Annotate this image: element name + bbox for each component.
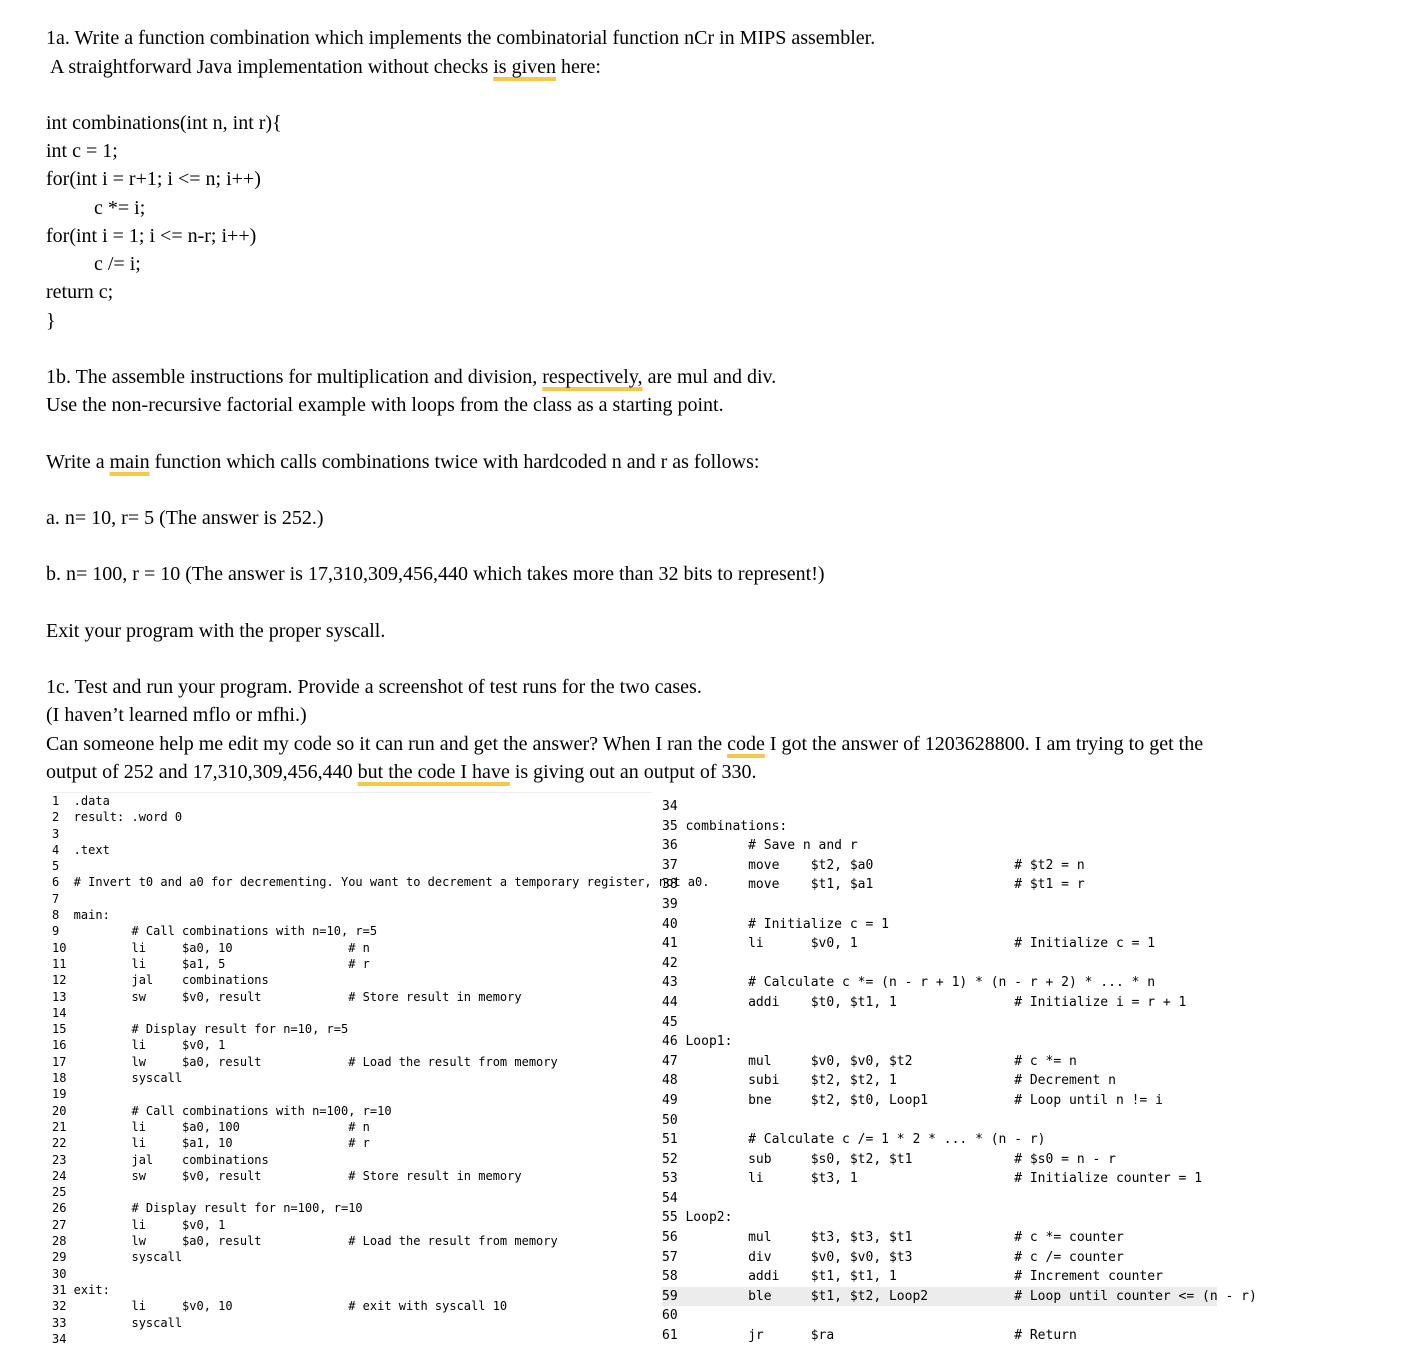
code-line: 24 sw $v0, result # Store result in memory (52, 1168, 522, 1183)
code-line: 23 jal combinations (52, 1152, 269, 1167)
code-panel-combinations (662, 797, 1262, 1346)
highlight-main: main (109, 451, 150, 473)
java-line: } (46, 310, 56, 332)
code-line: 3 (52, 826, 60, 841)
code-line: 39 (662, 896, 678, 912)
code-line: 55 Loop2: (662, 1210, 733, 1226)
q1a-line2-pre: A straightforward Java implementation without checks (50, 56, 494, 78)
help-line2-post: is giving out an output of 330. (509, 761, 757, 783)
case-b: b. n= 100, r = 10 (The answer is 17,310,309,456,440 which takes more than 32 bits to represent!) (46, 563, 825, 585)
help-line2-pre: output of 252 and 17,310,309,456,440 (46, 761, 358, 783)
help-line1-post: I got the answer of 1203628800. I am trying to get the (764, 733, 1204, 755)
code-line: 26 # Display result for n=100, r=10 (52, 1201, 363, 1216)
code-line: 48 subi $t2, $t2, 1 # Decrement n (662, 1073, 1116, 1089)
code-line: 15 # Display result for n=10, r=5 (52, 1022, 349, 1037)
code-line: 45 (662, 1014, 678, 1030)
code-line: 37 move $t2, $a0 # $t2 = n (662, 857, 1085, 873)
q1b-line2: Use the non-recursive factorial example with loops from the class as a starting point. (46, 394, 724, 416)
code-line: 12 jal combinations (52, 973, 269, 988)
code-line: 32 li $v0, 10 # exit with syscall 10 (52, 1299, 508, 1314)
code-line: 42 (662, 955, 678, 971)
code-line: 33 syscall (52, 1315, 183, 1330)
code-line: 11 li $a1, 5 # r (52, 956, 370, 971)
code-line: 14 (52, 1005, 67, 1020)
code-line: 34 (662, 799, 678, 814)
code-line: 28 lw $a0, result # Load the result from memory (52, 1234, 558, 1249)
code-line: 30 (52, 1266, 67, 1281)
code-line: 29 syscall (52, 1250, 183, 1265)
code-line: 43 # Calculate c *= (n - r + 1) * (n - r + 2) * ... * n (662, 975, 1156, 991)
java-line: c /= i; (94, 253, 141, 275)
code-line: 6 # Invert t0 and a0 for decrementing. You want to decrement a temporary register, not a0. (52, 875, 710, 890)
q1a-line2-post: here: (556, 56, 601, 78)
code-line: 34 (52, 1331, 67, 1346)
highlight-is-given: is given (493, 56, 557, 78)
exit-instruction: Exit your program with the proper syscall. (46, 620, 386, 642)
q1c-line2: (I haven’t learned mflo or mfhi.) (46, 704, 307, 726)
code-line: 13 sw $v0, result # Store result in memory (52, 989, 522, 1004)
code-line: 40 # Initialize c = 1 (662, 916, 889, 932)
code-line: 7 (52, 891, 60, 906)
code-line: 53 li $t3, 1 # Initialize counter = 1 (662, 1171, 1203, 1187)
java-line: for(int i = r+1; i <= n; i++) (46, 168, 261, 190)
q1b-line1 (46, 365, 776, 389)
q1a-line1: 1a. Write a function combination which implements the combinatorial function nCr in MIPS assembler. (46, 27, 876, 49)
main-post: function which calls combinations twice with hardcoded n and r as follows: (149, 451, 760, 473)
q1a-line2 (50, 55, 601, 79)
code-line: 8 main: (52, 908, 110, 923)
code-line: 38 move $t1, $a1 # $t1 = r (662, 877, 1085, 893)
code-line: 36 # Save n and r (662, 838, 858, 854)
code-line: 35 combinations: (662, 818, 788, 834)
code-line: 31 exit: (52, 1282, 110, 1297)
code-line: 52 sub $s0, $t2, $t1 # $s0 = n - r (662, 1151, 1116, 1167)
code-line: 47 mul $v0, $v0, $t2 # c *= n (662, 1053, 1077, 1069)
code-line: 56 mul $t3, $t3, $t1 # c *= counter (662, 1230, 1124, 1246)
code-line: 4 .text (52, 842, 110, 857)
q1b-line1-post: are mul and div. (642, 366, 777, 388)
code-line: 17 lw $a0, result # Load the result from memory (52, 1054, 558, 1069)
java-line: for(int i = 1; i <= n-r; i++) (46, 225, 257, 247)
code-line: 10 li $a0, 10 # n (52, 940, 370, 955)
code-line: 60 (662, 1308, 678, 1324)
code-line: 16 li $v0, 1 (52, 1038, 226, 1053)
code-line: 21 li $a0, 100 # n (52, 1119, 370, 1134)
main-pre: Write a (46, 451, 110, 473)
case-a: a. n= 10, r= 5 (The answer is 252.) (46, 507, 324, 529)
code-line: 27 li $v0, 1 (52, 1217, 226, 1232)
help-line1 (46, 732, 1203, 756)
code-line: 22 li $a1, 10 # r (52, 1136, 370, 1151)
java-line: return c; (46, 281, 114, 303)
code-line: 54 (662, 1190, 678, 1206)
code-line: 44 addi $t0, $t1, 1 # Initialize i = r + 1 (662, 994, 1187, 1010)
code-line: 61 jr $ra # Return (662, 1328, 1077, 1344)
code-line: 18 syscall (52, 1071, 183, 1086)
java-line: int c = 1; (46, 140, 118, 162)
code-line: 20 # Call combinations with n=100, r=10 (52, 1103, 392, 1118)
code-line: 5 (52, 859, 60, 874)
code-line: 49 bne $t2, $t0, Loop1 # Loop until n != i (662, 1092, 1163, 1108)
code-line: 59 ble $t1, $t2, Loop2 # Loop until counter <= (n - r) (662, 1287, 1217, 1307)
java-line: int combinations(int n, int r){ (46, 112, 282, 134)
code-line: 25 (52, 1185, 67, 1200)
code-line: 51 # Calculate c /= 1 * 2 * ... * (n - r) (662, 1132, 1046, 1148)
help-line1-pre: Can someone help me edit my code so it can run and get the answer? When I ran the (46, 733, 728, 755)
help-line2 (46, 760, 757, 784)
code-line: 2 result: .word 0 (52, 810, 183, 825)
java-line: c *= i; (94, 197, 146, 219)
q1b-line1-pre: 1b. The assemble instructions for multiplication and division, (46, 366, 543, 388)
code-line: 46 Loop1: (662, 1034, 733, 1050)
q1c-line1: 1c. Test and run your program. Provide a screenshot of test runs for the two cases. (46, 676, 702, 698)
main-instruction (46, 450, 759, 474)
code-line: 9 # Call combinations with n=10, r=5 (52, 924, 378, 939)
highlight-code: code (727, 733, 765, 755)
code-line: 57 div $v0, $v0, $t3 # c /= counter (662, 1249, 1124, 1265)
code-line: 1 .data (52, 794, 110, 808)
code-line: 58 addi $t1, $t1, 1 # Increment counter (662, 1269, 1163, 1285)
highlight-respectively: respectively, (542, 366, 643, 388)
code-line: 50 (662, 1112, 678, 1128)
code-line: 19 (52, 1087, 67, 1102)
highlight-code-i-have: but the code I have (357, 761, 510, 783)
code-line: 41 li $v0, 1 # Initialize c = 1 (662, 936, 1156, 952)
